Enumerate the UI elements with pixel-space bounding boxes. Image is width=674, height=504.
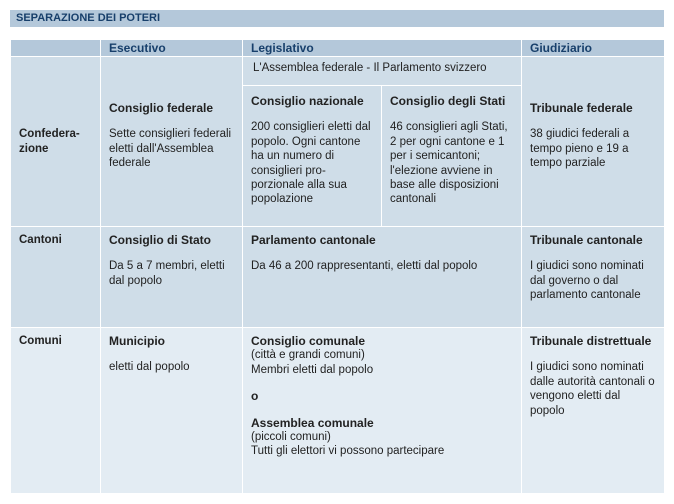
desc-municipality: eletti dal popolo bbox=[109, 361, 190, 374]
national-council-cell bbox=[243, 86, 381, 226]
section-title: SEPARAZIONE DEI POTERI bbox=[10, 10, 664, 27]
confederation-row-top bbox=[11, 57, 664, 85]
desc-federal-court: 38 giudici federali a tempo pieno e 19 a tempo parziale bbox=[530, 128, 630, 169]
council-of-states-cell bbox=[382, 86, 521, 226]
cantons-judicial-cell bbox=[522, 227, 664, 327]
confederation-judicial-cell bbox=[522, 57, 664, 226]
cantons-legislative-cell bbox=[243, 227, 521, 327]
desc-cantonal-court: I giudici sono nominati dal governo o dal parlamento cantonale bbox=[530, 260, 644, 302]
note-municipal-assembly: (piccoli comuni) bbox=[251, 431, 331, 444]
organ-district-court: Tribunale distrettuale bbox=[530, 334, 652, 348]
municipalities-row bbox=[11, 328, 664, 493]
header-legislative: Legislativo bbox=[243, 40, 521, 56]
federal-assembly-label: L'Assemblea federale - Il Parlamento svizzero bbox=[253, 62, 487, 74]
row-label-cantons: Cantoni bbox=[11, 227, 100, 327]
organ-municipality: Municipio bbox=[109, 334, 165, 348]
municipalities-legislative-cell bbox=[243, 328, 521, 493]
header-row bbox=[11, 40, 664, 56]
organ-council-of-states: Consiglio degli Stati bbox=[390, 94, 506, 108]
municipalities-judicial-cell bbox=[522, 328, 664, 493]
desc-federal-council: Sette consiglieri federali eletti dall'Assemblea federale bbox=[109, 128, 232, 169]
organ-cantonal-parliament: Parlamento cantonale bbox=[251, 233, 376, 247]
organ-municipal-assembly: Assemblea comunale bbox=[251, 415, 374, 430]
header-executive: Esecutivo bbox=[101, 40, 242, 56]
organ-federal-council: Consiglio federale bbox=[109, 100, 214, 115]
desc-district-court: I giudici sono nominati dalle autorità cantonali o vengono eletti dal popolo bbox=[530, 361, 655, 417]
organ-federal-court: Tribunale federale bbox=[530, 100, 633, 115]
desc-council-of-state: Da 5 a 7 membri, eletti dal popolo bbox=[109, 260, 225, 287]
header-judicial: Giudiziario bbox=[522, 40, 664, 56]
organ-national-council: Consiglio nazionale bbox=[251, 94, 364, 108]
separation-of-powers-table bbox=[10, 39, 665, 494]
header-corner bbox=[11, 40, 100, 56]
desc-cantonal-parliament: Da 46 a 200 rappresentanti, eletti dal popolo bbox=[251, 260, 478, 273]
cantons-row bbox=[11, 227, 664, 327]
organ-council-of-state: Consiglio di Stato bbox=[109, 233, 211, 247]
note-municipal-council: (città e grandi comuni) bbox=[251, 349, 365, 362]
desc-municipal-council: Membri eletti dal popolo bbox=[251, 363, 374, 376]
desc-municipal-assembly: Tutti gli elettori vi possono partecipare bbox=[251, 445, 445, 458]
row-label-confederation: Confedera- zione bbox=[11, 57, 100, 226]
organ-cantonal-court: Tribunale cantonale bbox=[530, 233, 643, 247]
federal-assembly-cell bbox=[243, 57, 521, 85]
confederation-executive-cell bbox=[101, 57, 242, 226]
municipalities-executive-cell bbox=[101, 328, 242, 493]
or-separator: o bbox=[251, 389, 259, 404]
row-label-municipalities: Comuni bbox=[11, 328, 100, 493]
cantons-executive-cell bbox=[101, 227, 242, 327]
desc-national-council: 200 consiglieri eletti dal popolo. Ogni cantone ha un numero di consiglieri pro-porzionale alla sua popolazione bbox=[251, 121, 371, 206]
desc-council-of-states: 46 consiglieri agli Stati, 2 per ogni cantone e 1 per i semicantoni; l'elezione avviene in base alle disposizioni cantonali bbox=[390, 121, 508, 206]
organ-municipal-council: Consiglio comunale bbox=[251, 334, 366, 348]
